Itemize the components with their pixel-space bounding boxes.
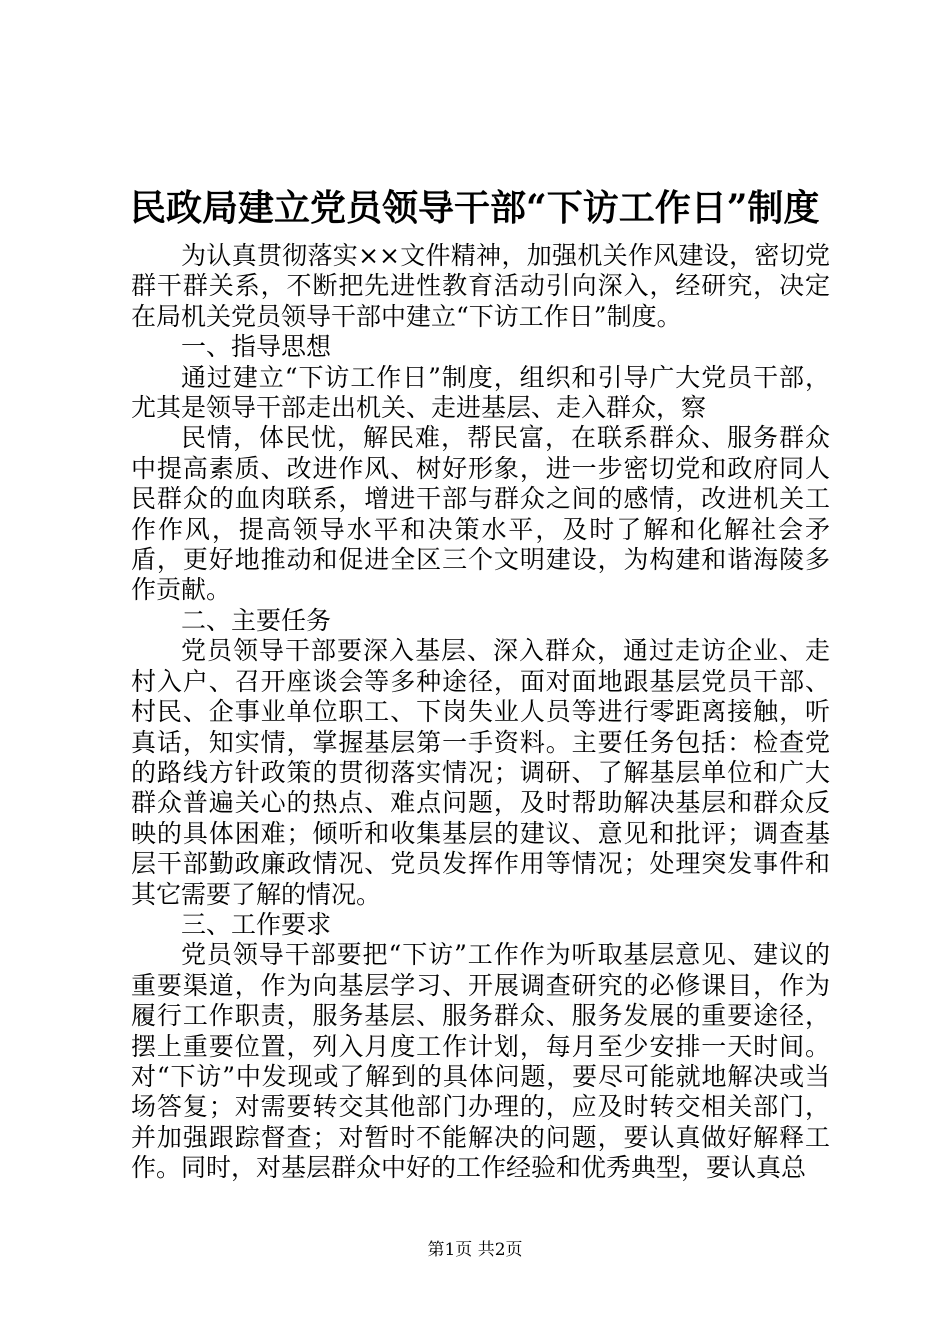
paragraph-guiding-ideology-2: 民情，体民忧，解民难，帮民富，在联系群众、服务群众中提高素质、改进作风、树好形象，进一步密切党和政府同人民群众的血肉联系，增进干部与群众之间的感情，改进机关工作作风，提高领导水平和决策水平，及时了解和化解社会矛盾，更好地推动和促进全区三个文明建设，为构建和谐海陵多作贡献。 — [131, 423, 830, 605]
paragraph-main-tasks: 党员领导干部要深入基层、深入群众，通过走访企业、走村入户、召开座谈会等多种途径，面对面地跟基层党员干部、村民、企事业单位职工、下岗失业人员等进行零距离接触，听真话，知实情，掌握基层第一手资料。主要任务包括：检查党的路线方针政策的贯彻落实情况；调研、了解基层单位和广大群众普遍关心的热点、难点问题，及时帮助解决基层和群众反映的具体困难；倾听和收集基层的建议、意见和批评；调查基层干部勤政廉政情况、党员发挥作用等情况；处理突发事件和其它需要了解的情况。 — [131, 636, 830, 909]
section-heading-guiding-ideology: 一、指导思想 — [181, 332, 332, 362]
paragraph-work-requirements: 党员领导干部要把“下访”工作作为听取基层意见、建议的重要渠道，作为向基层学习、开展调查研究的必修课目，作为履行工作职责，服务基层、服务群众、服务发展的重要途径，摆上重要位置，列入月度工作计划，每月至少安排一天时间。对“下访”中发现或了解到的具体问题，要尽可能就地解决或当场答复；对需要转交其他部门办理的，应及时转交相关部门，并加强跟踪督查；对暂时不能解决的问题，要认真做好解释工作。同时，对基层群众中好的工作经验和优秀典型，要认真总 — [131, 940, 830, 1183]
document-title: 民政局建立党员领导干部“下访工作日”制度 — [130, 187, 820, 229]
section-heading-work-requirements: 三、工作要求 — [181, 909, 332, 939]
document-body — [131, 241, 830, 1184]
page-number-footer: 第1页 共2页 — [427, 1240, 523, 1260]
paragraph-intro: 为认真贯彻落实××文件精神，加强机关作风建设，密切党群干群关系，不断把先进性教育活动引向深入，经研究，决定在局机关党员领导干部中建立“下访工作日”制度。 — [131, 241, 830, 331]
section-heading-main-tasks: 二、主要任务 — [181, 605, 332, 635]
paragraph-guiding-ideology-1: 通过建立“下访工作日”制度，组织和引导广大党员干部，尤其是领导干部走出机关、走进基层、走入群众，察 — [131, 362, 830, 423]
